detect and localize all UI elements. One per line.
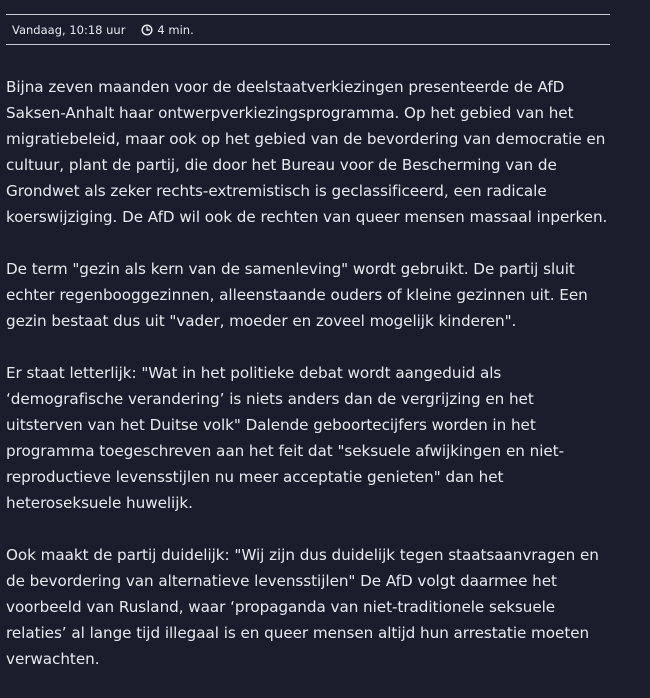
paragraph-2: De term "gezin als kern van de samenleving" wordt gebruikt. De partij sluit echter regenbooggezinnen, alleenstaande ouders of kleine gezinnen uit. Een gezin bestaat dus uit "vader, moeder en zoveel mogelijk kinderen". bbox=[6, 260, 588, 330]
clock-icon bbox=[141, 24, 153, 36]
article bbox=[6, 14, 610, 698]
publish-date: Vandaag, 10:18 uur bbox=[12, 22, 126, 37]
paragraph-3: Er staat letterlijk: "Wat in het politieke debat wordt aangeduid als ‘demografische verandering’ is niets anders dan de vergrijzing en het uitsterven van het Duitse volk" Dalende geboortecijfers worden in het programma toegeschreven aan het feit dat "seksuele afwijkingen en niet-reproductieve levensstijlen nu meer acceptatie genieten" dan het heteroseksuele huwelijk. bbox=[6, 364, 565, 512]
paragraph-1: Bijna zeven maanden voor de deelstaatverkiezingen presenteerde de AfD Saksen-Anhalt haar ontwerpverkiezingsprogramma. Op het gebied van het migratiebeleid, maar ook op het gebied van de bevordering van democratie en cultuur, plant de partij, die door het Bureau voor de Bescherming van de Grondwet als zeker rechts-extremistisch is geclassificeerd, een radicale koerswijziging. De AfD wil ook de rechten van queer mensen massaal inperken. bbox=[6, 78, 608, 226]
paragraph-4: Ook maakt de partij duidelijk: "Wij zijn dus duidelijk tegen staatsaanvragen en de bevordering van alternatieve levensstijlen" De AfD volgt daarmee het voorbeeld van Rusland, waar ‘propaganda van niet-traditionele seksuele relaties’ al lange tijd illegaal is en queer mensen altijd hun arrestatie moeten verwachten. bbox=[6, 546, 599, 668]
read-time bbox=[141, 23, 193, 37]
article-meta bbox=[6, 14, 610, 45]
read-time-label: 4 min. bbox=[157, 22, 194, 37]
article-body bbox=[6, 74, 610, 672]
